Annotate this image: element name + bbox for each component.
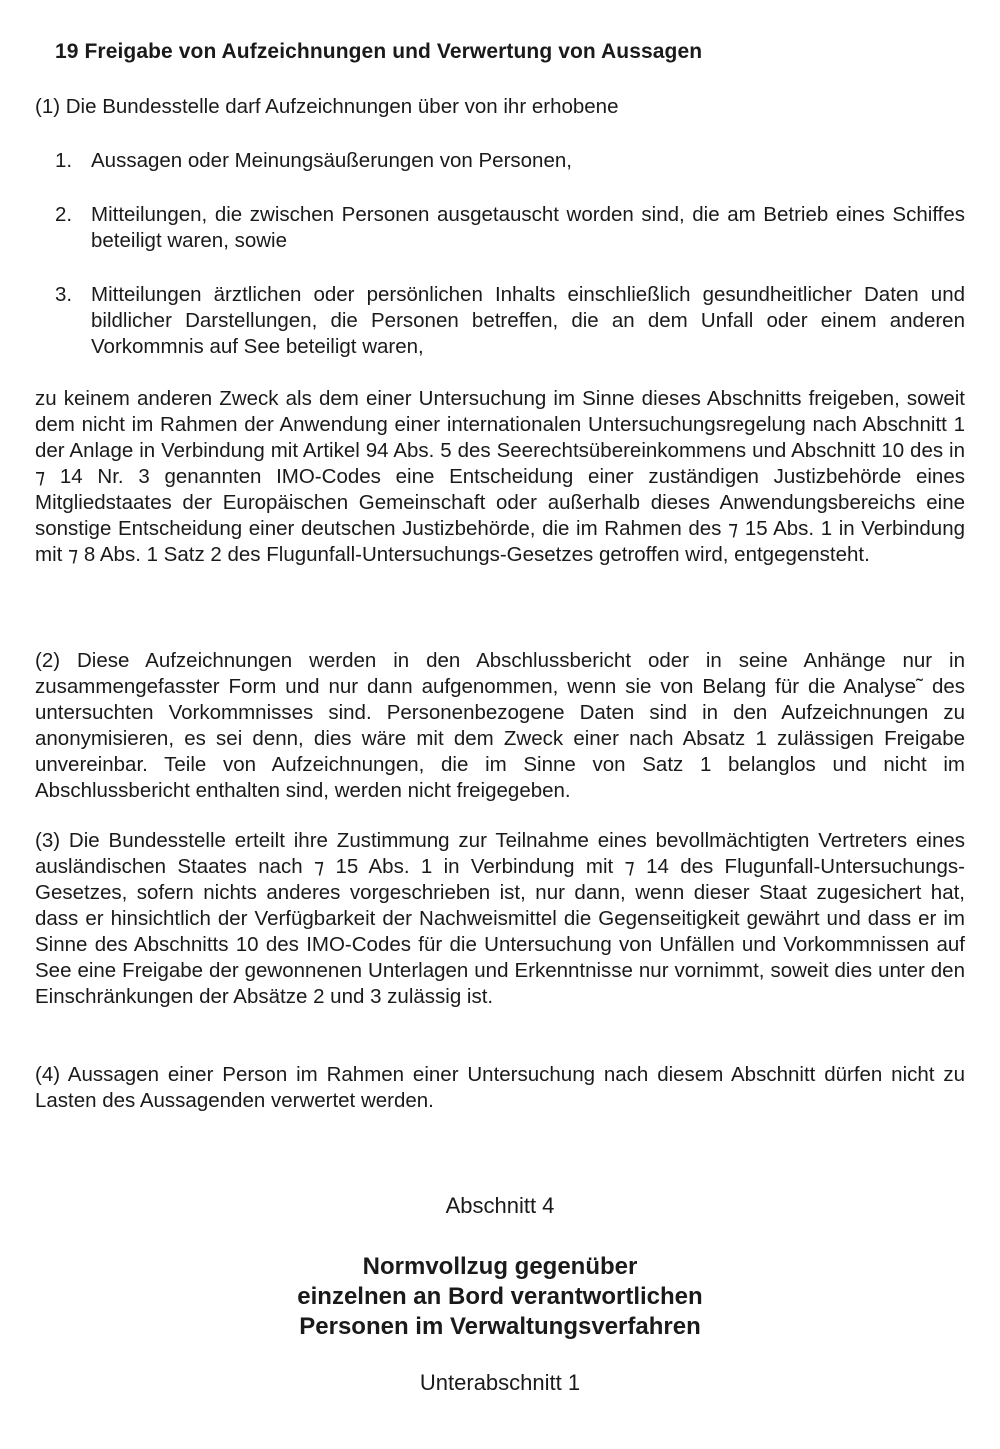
list-item [55, 282, 965, 360]
list-item-text: Mitteilungen ärztlichen oder persönlichen Inhalts einschließlich gesundheitlicher Daten und bildlicher Darstellungen, die Personen betreffen, die an dem Unfall oder einem anderen Vorkommnis auf See beteiligt waren, [91, 283, 965, 358]
paragraph-3: (3) Die Bundesstelle erteilt ihre Zustimmung zur Teilnahme eines bevollmächtigten Vertreters eines ausländischen Staates nach ⁊ 15 Abs. 1 in Verbindung mit ⁊ 14 des Flugunfall-Untersuchungs-Gesetzes, sofern nichts anderes vorgeschrieben ist, nur dann, wenn dieser Staat zugesichert hat, dass er hinsichtlich der Verfügbarkeit der Nachweismittel die Gegenseitigkeit gewährt und dass er im Sinne des Abschnitts 10 des IMO-Codes für die Untersuchung von Unfällen und Vorkommnissen auf See eine Freigabe der gewonnenen Unterlagen und Erkenntnisse nur vornimmt, soweit dies unter den Einschränkungen der Absätze 2 und 3 zulässig ist. [35, 829, 965, 1008]
section-title [0, 1252, 1000, 1342]
list-item-text: Aussagen oder Meinungsäußerungen von Personen, [91, 149, 572, 172]
list-item-number: 2. [55, 203, 73, 226]
section-number: Abschnitt 4 [445, 1193, 555, 1218]
paragraph-1-intro: (1) Die Bundesstelle darf Aufzeichnungen über von ihr erhobene [35, 95, 619, 118]
paragraph-1-continuation: zu keinem anderen Zweck als dem einer Untersuchung im Sinne dieses Abschnitts freigeben, soweit dem nicht im Rahmen der Anwendung einer internationalen Untersuchungsregelung nach Abschnitt 1 der Anlage in Verbindung mit Artikel 94 Abs. 5 des Seerechtsübereinkommens und Abschnitt 10 des in ⁊ 14 Nr. 3 genannten IMO-Codes eine Entscheidung einer zuständigen Justizbehörde eines Mitgliedstaates der Europäischen Gemeinschaft oder außerhalb dieses Anwendungsbereichs eine sonstige Entscheidung einer deutschen Justizbehörde, die im Rahmen des ⁊ 15 Abs. 1 in Verbindung mit ⁊ 8 Abs. 1 Satz 2 des Flugunfall-Untersuchungs-Gesetzes getroffen wird, entgegensteht. [35, 387, 965, 566]
list-item [55, 148, 965, 174]
list-item [55, 202, 965, 254]
paragraph-2: (2) Diese Aufzeichnungen werden in den Abschlussbericht oder in seine Anhänge nur in zusammengefasster Form und nur dann aufgenommen, wenn sie von Belang für die Analyse˜ des untersuchten Vorkommnisses sind. Personenbezogene Daten sind in den Aufzeichnungen zu anonymisieren, es sei denn, dies wäre mit dem Zweck einer nach Absatz 1 zulässigen Freigabe unvereinbar. Teile von Aufzeichnungen, die im Sinne von Satz 1 belanglos und nicht im Abschlussbericht enthalten sind, werden nicht freigegeben. [35, 649, 965, 802]
paragraph-4: (4) Aussagen einer Person im Rahmen einer Untersuchung nach diesem Abschnitt dürfen nicht zu Lasten des Aussagenden verwertet werden. [35, 1063, 965, 1112]
section-title-line: Normvollzug gegenüber [362, 1253, 638, 1280]
section-title-line: einzelnen an Bord verantwortlichen [297, 1283, 703, 1310]
subsection-number: Unterabschnitt 1 [419, 1370, 581, 1395]
paragraph-heading: 19 Freigabe von Aufzeichnungen und Verwertung von Aussagen [55, 40, 703, 63]
list-item-number: 1. [55, 149, 73, 172]
list-item-number: 3. [55, 283, 73, 306]
list-item-text: Mitteilungen, die zwischen Personen ausgetauscht worden sind, die am Betrieb eines Schiffes beteiligt waren, sowie [91, 203, 965, 252]
section-title-line: Personen im Verwaltungsverfahren [299, 1313, 701, 1340]
